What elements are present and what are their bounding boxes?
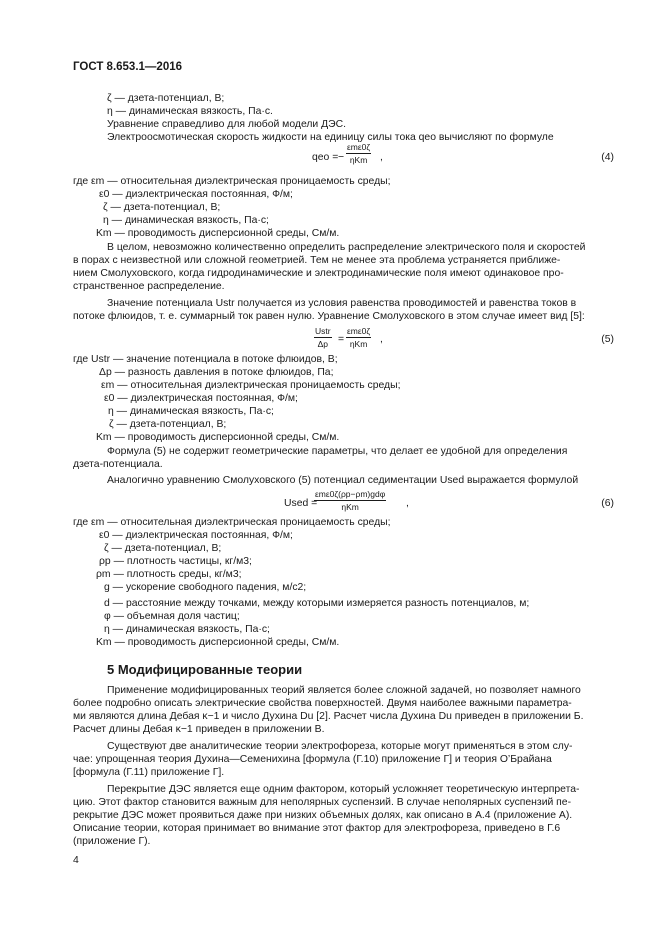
var-line: ζ — дзета-потенциал, В; (104, 543, 222, 554)
formula-number: (4) (601, 152, 614, 163)
text-line: нием Смолуховского, когда гидродинамические и электродинамические поля имеют одинаковое про- (73, 268, 564, 279)
var-line: где εm — относительная диэлектрическая проницаемость среды; (73, 517, 391, 528)
text-line: более подробно описать электрические свойства поверхностей. Двумя наиболее важными параметра- (73, 698, 572, 709)
formula-number: (5) (601, 334, 614, 345)
denominator: ηKm (341, 502, 359, 512)
text-line: [формула (Г.11) приложение Г]. (73, 767, 225, 778)
var-line: Km — проводимость дисперсионной среды, См/м. (96, 228, 340, 239)
text-line: рекрытие ДЭС может проявиться даже при низких объемных долях, как описано в А.4 (приложение А). (73, 810, 573, 821)
text-line: Применение модифицированных теорий является более сложной задачей, но позволяет намного (107, 685, 581, 696)
formula-minus: − (338, 152, 345, 163)
text-line: Расчет длины Дебая κ−1 приведен в приложении В. (73, 724, 325, 735)
numerator: εmε0ζ (347, 326, 371, 336)
formula-fraction (314, 489, 386, 512)
var-line: ε0 — диэлектрическая постоянная, Ф/м; (104, 393, 298, 404)
var-line: ρp — плотность частицы, кг/м3; (99, 556, 252, 567)
text-line: Существуют две аналитические теории электрофореза, которые могут применяться в этом слу- (107, 741, 573, 752)
var-line: где Ustr — значение потенциала в потоке флюидов, В; (73, 354, 338, 365)
text-line: ми являются длина Дебая κ−1 и число Духина Du [2]. Расчет числа Духина Du приведен в приложении Б. (73, 711, 584, 722)
var-line: ε0 — диэлектрическая постоянная, Ф/м; (99, 189, 293, 200)
text-line: Перекрытие ДЭС является еще одним фактором, который усложняет теоретическую интерпрета- (107, 784, 580, 795)
text-line: В целом, невозможно количественно определить распределение электрического поля и скоростей (107, 242, 586, 253)
text-line: дзета-потенциала. (73, 459, 163, 470)
var-line: d — расстояние между точками, между которыми измеряется разность потенциалов, м; (104, 598, 530, 609)
var-line: Δp — разность давления в потоке флюидов, Па; (99, 367, 334, 378)
text-line: Описание теории, которая принимает во внимание этот фактор для электрофореза, приведено в Г.6 (73, 823, 561, 834)
formula-equals: = (338, 334, 345, 345)
var-line: ζ — дзета-потенциал, В; (103, 202, 221, 213)
var-zeta: ζ — дзета-потенциал, В; (107, 93, 225, 104)
formula-fraction (346, 326, 371, 349)
var-line: φ — объемная доля частиц; (104, 611, 240, 622)
section-title: 5 Модифицированные теории (107, 662, 303, 677)
text-line: странственное распределение. (73, 281, 225, 292)
numerator: εmε0ζ(ρp−ρm)gdφ (315, 489, 386, 499)
var-line: g — ускорение свободного падения, м/с2; (104, 582, 307, 593)
formula-lhs: Used = (284, 498, 318, 509)
text-line: Электроосмотическая скорость жидкости на единицу силы тока qeo вычисляют по формуле (107, 132, 554, 143)
text-line: Значение потенциала Ustr получается из условия равенства проводимостей и равенства токов в (107, 298, 577, 309)
denominator: ηKm (349, 155, 368, 165)
formula-fraction (346, 142, 371, 165)
formula-lhs: qeo = (312, 152, 339, 163)
denominator: Δp (317, 339, 328, 349)
denominator: ηKm (349, 339, 368, 349)
var-line: ζ — дзета-потенциал, В; (109, 419, 227, 430)
formula-comma: , (406, 498, 409, 509)
text-line: цию. Этот фактор становится важным для неполярных суспензий. В случае неполярных суспензий пе- (73, 797, 572, 808)
numerator: Ustr (315, 326, 331, 336)
var-line: ρm — плотность среды, кг/м3; (96, 569, 242, 580)
var-line: η — динамическая вязкость, Па·с; (104, 624, 270, 635)
formula-left-fraction (314, 326, 332, 349)
var-line: η — динамическая вязкость, Па·с; (108, 406, 274, 417)
text-line: чае: упрощенная теория Духина—Семенихина [формула (Г.10) приложение Г] и теория О’Брайана (73, 754, 552, 765)
formula-comma: , (380, 334, 383, 345)
text-line: в порах с неизвестной или сложной геометрией. Тем не менее эта проблема устраняется приближе- (73, 255, 561, 266)
var-line: η — динамическая вязкость, Па·с; (103, 215, 269, 226)
formula-number: (6) (601, 498, 614, 509)
text-line: (приложение Г). (73, 836, 151, 847)
var-line: Km — проводимость дисперсионной среды, См/м. (96, 637, 340, 648)
var-line: Km — проводимость дисперсионной среды, См/м. (96, 432, 340, 443)
var-eta: η — динамическая вязкость, Па·с. (107, 106, 273, 117)
page-number: 4 (73, 855, 79, 866)
text-line: потоке флюидов, т. е. суммарный ток равен нулю. Уравнение Смолуховского в этом случае имеет вид [5]: (73, 311, 585, 322)
var-line: ε0 — диэлектрическая постоянная, Ф/м; (99, 530, 293, 541)
formula-comma: , (380, 152, 383, 163)
text-line: Уравнение справедливо для любой модели ДЭС. (107, 119, 347, 130)
var-line: где εm — относительная диэлектрическая проницаемость среды; (73, 176, 391, 187)
document-header: ГОСТ 8.653.1—2016 (73, 61, 183, 73)
text-line: Аналогично уравнению Смолуховского (5) потенциал седиментации Used выражается формулой (107, 475, 579, 486)
numerator: εmε0ζ (347, 142, 371, 152)
text-line: Формула (5) не содержит геометрические параметры, что делает ее удобной для определения (107, 446, 568, 457)
var-line: εm — относительная диэлектрическая проницаемость среды; (101, 380, 401, 391)
